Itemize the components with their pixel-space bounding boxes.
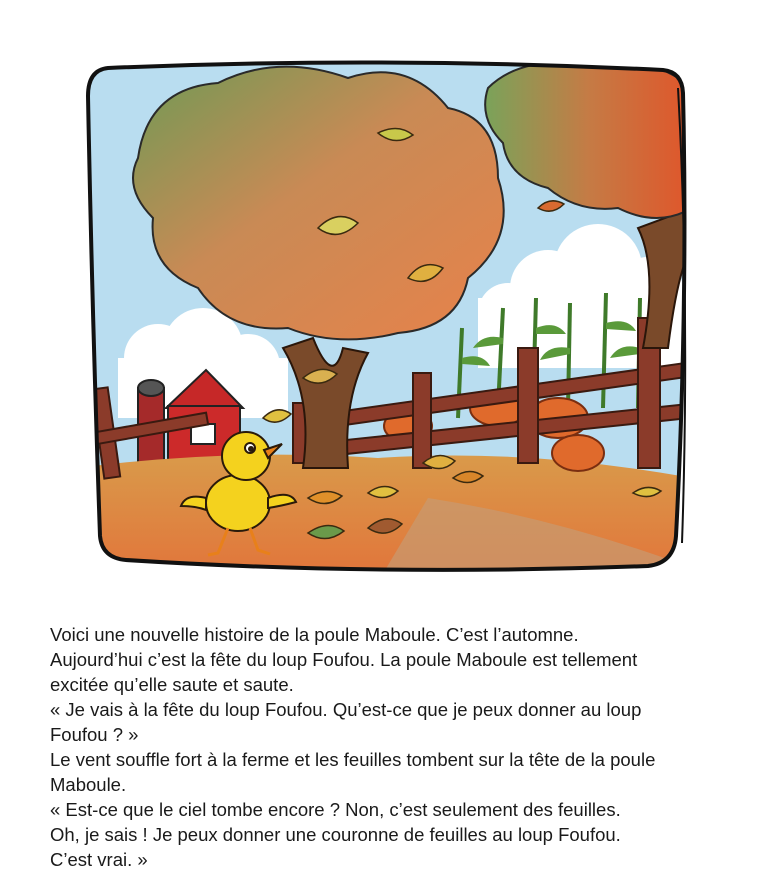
story-line: Oh, je sais ! Je peux donner une couronne de feuilles au loup Foufou. bbox=[50, 824, 621, 845]
story-line: Foufou ? » bbox=[50, 724, 139, 745]
story-line: excitée qu’elle saute et saute. bbox=[50, 674, 294, 695]
story-line: Maboule. bbox=[50, 774, 127, 795]
story-line: Le vent souffle fort à la ferme et les feuilles tombent sur la tête de la poule bbox=[50, 749, 656, 770]
story-line: Voici une nouvelle histoire de la poule Maboule. C’est l’automne. bbox=[50, 624, 579, 645]
autumn-farm-illustration bbox=[78, 48, 692, 582]
story-line: Aujourd’hui c’est la fête du loup Foufou. La poule Maboule est tellement bbox=[50, 649, 638, 670]
story-line: « Je vais à la fête du loup Foufou. Qu’est-ce que je peux donner au loup bbox=[50, 699, 642, 720]
story-text bbox=[50, 622, 740, 872]
story-illustration bbox=[78, 48, 692, 582]
story-line: C’est vrai. » bbox=[50, 849, 148, 870]
story-line: « Est-ce que le ciel tombe encore ? Non, c’est seulement des feuilles. bbox=[50, 799, 621, 820]
